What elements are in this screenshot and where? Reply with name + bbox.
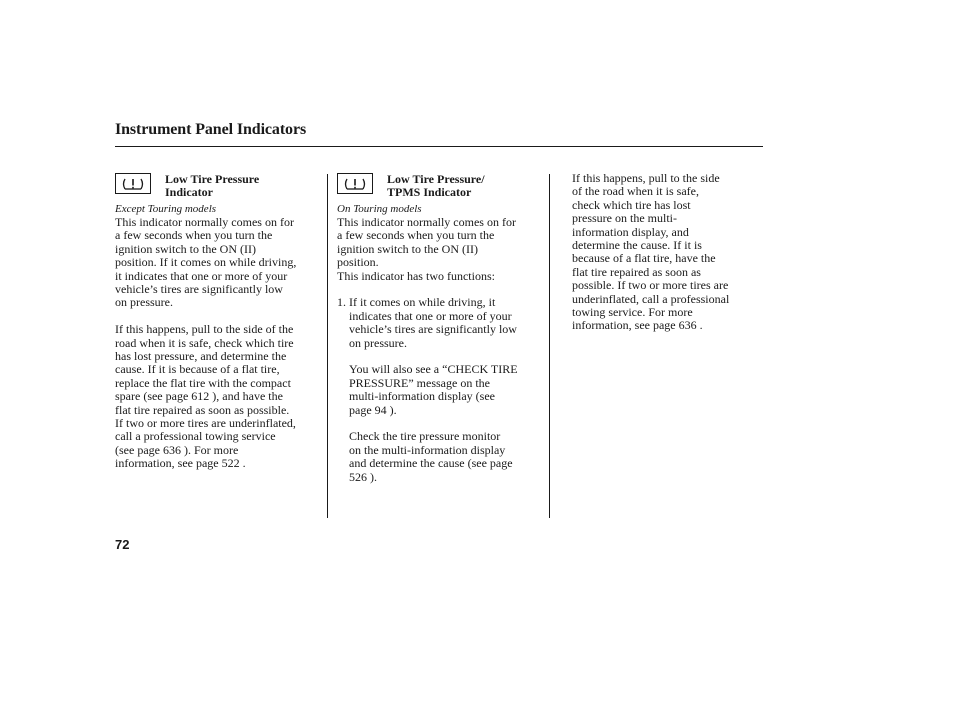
column-tpms [337,172,545,484]
paragraph: This indicator has two functions: [337,268,495,283]
numbered-item [337,296,545,350]
page-title: Instrument Panel Indicators [115,121,307,138]
paragraph: This indicator normally comes on for a few seconds when you turn the ignition switch to the ON (II) position. [337,215,516,270]
column-low-tire-pressure [115,172,325,471]
title-line: TPMS Indicator [387,185,472,199]
item-text: If it comes on while driving, it indicates that one or more of your vehicle’s tires are significantly low on pressure. [349,295,517,350]
indicator-heading [337,172,545,200]
title-line: Low Tire Pressure [165,172,260,186]
title-line: Low Tire Pressure/ [387,172,485,186]
header-rule [115,146,763,147]
indicator-heading [115,172,325,200]
page-number: 72 [115,537,130,552]
column-divider [549,174,550,518]
paragraph: If this happens, pull to the side of the road when it is safe, check which tire has lost pressure, and determine the cause. If it is because of a flat tire, replace the flat tire with the compact spare (see page 612 ), and have the flat tire repaired as soon as possible. If two or more tires are underinflated, call a professional towing service (see page 636 ). For more information, see page 522 . [115,322,296,471]
model-note: On Touring models [337,203,422,215]
paragraph: If this happens, pull to the side of the road when it is safe, check which tire has lost pressure on the multi- information display, and determine the cause. If it is because of a flat tire, have the flat tire repaired as soon as possible. If two or more tires are underinflated, call a professional towing service. For more information, see page 636 . [572,171,730,333]
item-number: 1. [337,295,346,310]
model-note: Except Touring models [115,203,217,215]
item-subparagraph: You will also see a “CHECK TIRE PRESSURE” message on the multi-information display (see page 94 ). [349,362,518,417]
tire-pressure-warning-icon [115,173,151,194]
indicator-title [165,172,259,199]
tire-pressure-warning-icon [337,173,373,194]
paragraph: This indicator normally comes on for a few seconds when you turn the ignition switch to the ON (II) position. If it comes on while driving, it indicates that one or more of your vehicle’s tires are significantly low on pressure. [115,215,297,310]
item-subparagraph: Check the tire pressure monitor on the multi-information display and determine the cause (see page 526 ). [349,429,513,484]
column-divider [327,174,328,518]
indicator-title [387,172,485,199]
column-continued [572,172,762,333]
title-line: Indicator [165,185,213,199]
